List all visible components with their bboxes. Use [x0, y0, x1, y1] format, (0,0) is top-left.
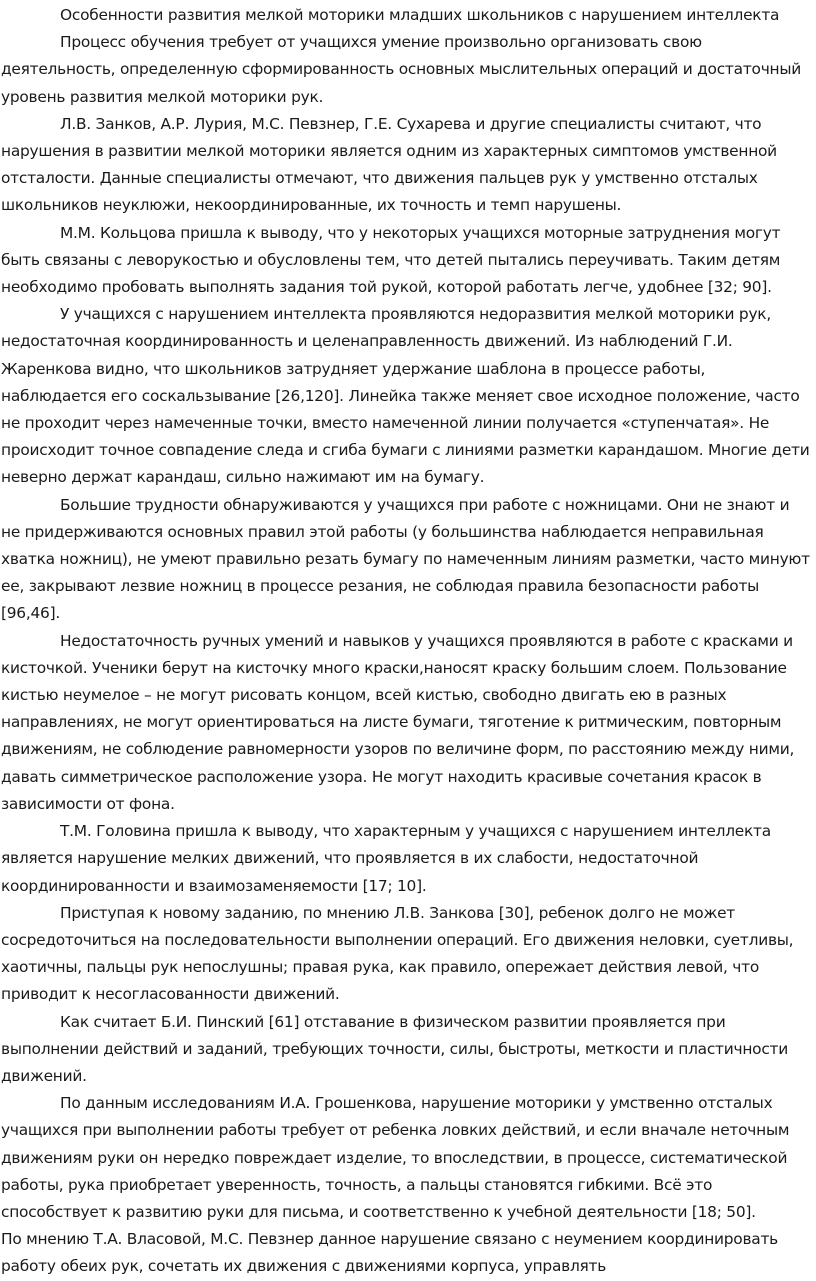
paragraph: Процесс обучения требует от учащихся умение произвольно организовать свою деятельность, определенную сформированность основных мыслительных операций и достаточный уровень развития мелкой моторики рук.	[1, 33, 802, 106]
paragraph: Большие трудности обнаруживаются у учащихся при работе с ножницами. Они не знают и не придерживаются основных правил этой работы (у большинства наблюдается неправильная хватка ножниц), не умеют правильно резать бумагу по намеченным линиям разметки, часто минуют ее, закрывают лезвие ножниц в процессе резания, не соблюдая правила безопасности работы [96,46].	[1, 495, 810, 623]
paragraph: Л.В. Занков, А.Р. Лурия, М.С. Певзнер, Г.Е. Сухарева и другие специалисты считают, что нарушения в развитии мелкой моторики является одним из характерных симптомов умственной отсталости. Данные специалисты отмечают, что движения пальцев рук у умственно отсталых школьников неуклюжи, некоординированные, их точность и темп нарушены.	[1, 114, 777, 215]
paragraph: М.М. Кольцова пришла к выводу, что у некоторых учащихся моторные затруднения могут быть связаны с леворукостью и обусловлены тем, что детей пытались переучивать. Таким детям необходимо пробовать выполнять задания той рукой, которой работать легче, удобнее [32; 90].	[1, 223, 781, 297]
paragraph: Т.М. Головина пришла к выводу, что характерным у учащихся с нарушением интеллекта является нарушение мелких движений, что проявляется в их слабости, недостаточной координированности и взаимозаменяемости [17; 10].	[1, 822, 771, 895]
paragraph: Приступая к новому заданию, по мнению Л.В. Занкова [30], ребенок долго не может сосредоточиться на последовательности выполнении операций. Его движения неловки, суетливы, хаотичны, пальцы рук непослушны; правая рука, как правило, опережает действия левой, что приводит к несогласованности движений.	[1, 903, 794, 1004]
paragraph: Недостаточность ручных умений и навыков у учащихся проявляются в работе с красками и кисточкой. Ученики берут на кисточку много краски,наносят краску большим слоем. Пользование кистью неумелое – не могут рисовать концом, всей кистью, свободно двигать ею в разных направлениях, не могут ориентироваться на листе бумаги, тяготение к ритмическим, повторным движениям, не соблюдение равномерности узоров по величине форм, по расстоянию между ними, давать симметрическое расположение узора. Не могут находить красивые сочетания красок в зависимости от фона.	[1, 631, 795, 813]
paragraph: Как считает Б.И. Пинский [61] отставание в физическом развитии проявляется при выполнении действий и заданий, требующих точности, силы, быстроты, меткости и пластичности движений.	[1, 1012, 789, 1085]
paragraph: По мнению Т.А. Власовой, М.С. Певзнер данное нарушение связано с неумением координировать работу обеих рук, сочетать их движения с движениями корпуса, управлять	[1, 1230, 779, 1276]
paragraph: По данным исследованиям И.А. Грошенкова, нарушение моторики у умственно отсталых учащихся при выполнении работы требует от ребенка ловких действий, и если вначале неточным движениям руки он нередко повреждает изделие, то впоследствии, в процессе, систематической работы, рука приобретает уверенность, точность, а пальцы становятся гибкими. Всё это способствует к развитию руки для письма, и соответственно к учебной деятельности [18; 50].	[1, 1094, 790, 1221]
paragraph: У учащихся с нарушением интеллекта проявляются недоразвития мелкой моторики рук, недостаточная координированность и целенаправленность движений. Из наблюдений Г.И. Жаренкова видно, что школьников затрудняет удержание шаблона в процессе работы, наблюдается его соскальзывание [26,120]. Линейка также меняет свое исходное положение, часто не проходит через намеченные точки, вместо намеченной линии получается «ступенчатая». Не происходит точное совпадение следа и сгиба бумаги с линиями разметки карандашом. Многие дети неверно держат карандаш, сильно нажимают им на бумагу.	[1, 305, 810, 487]
document-title: Особенности развития мелкой моторики младших школьников с нарушением интеллекта	[60, 6, 780, 24]
